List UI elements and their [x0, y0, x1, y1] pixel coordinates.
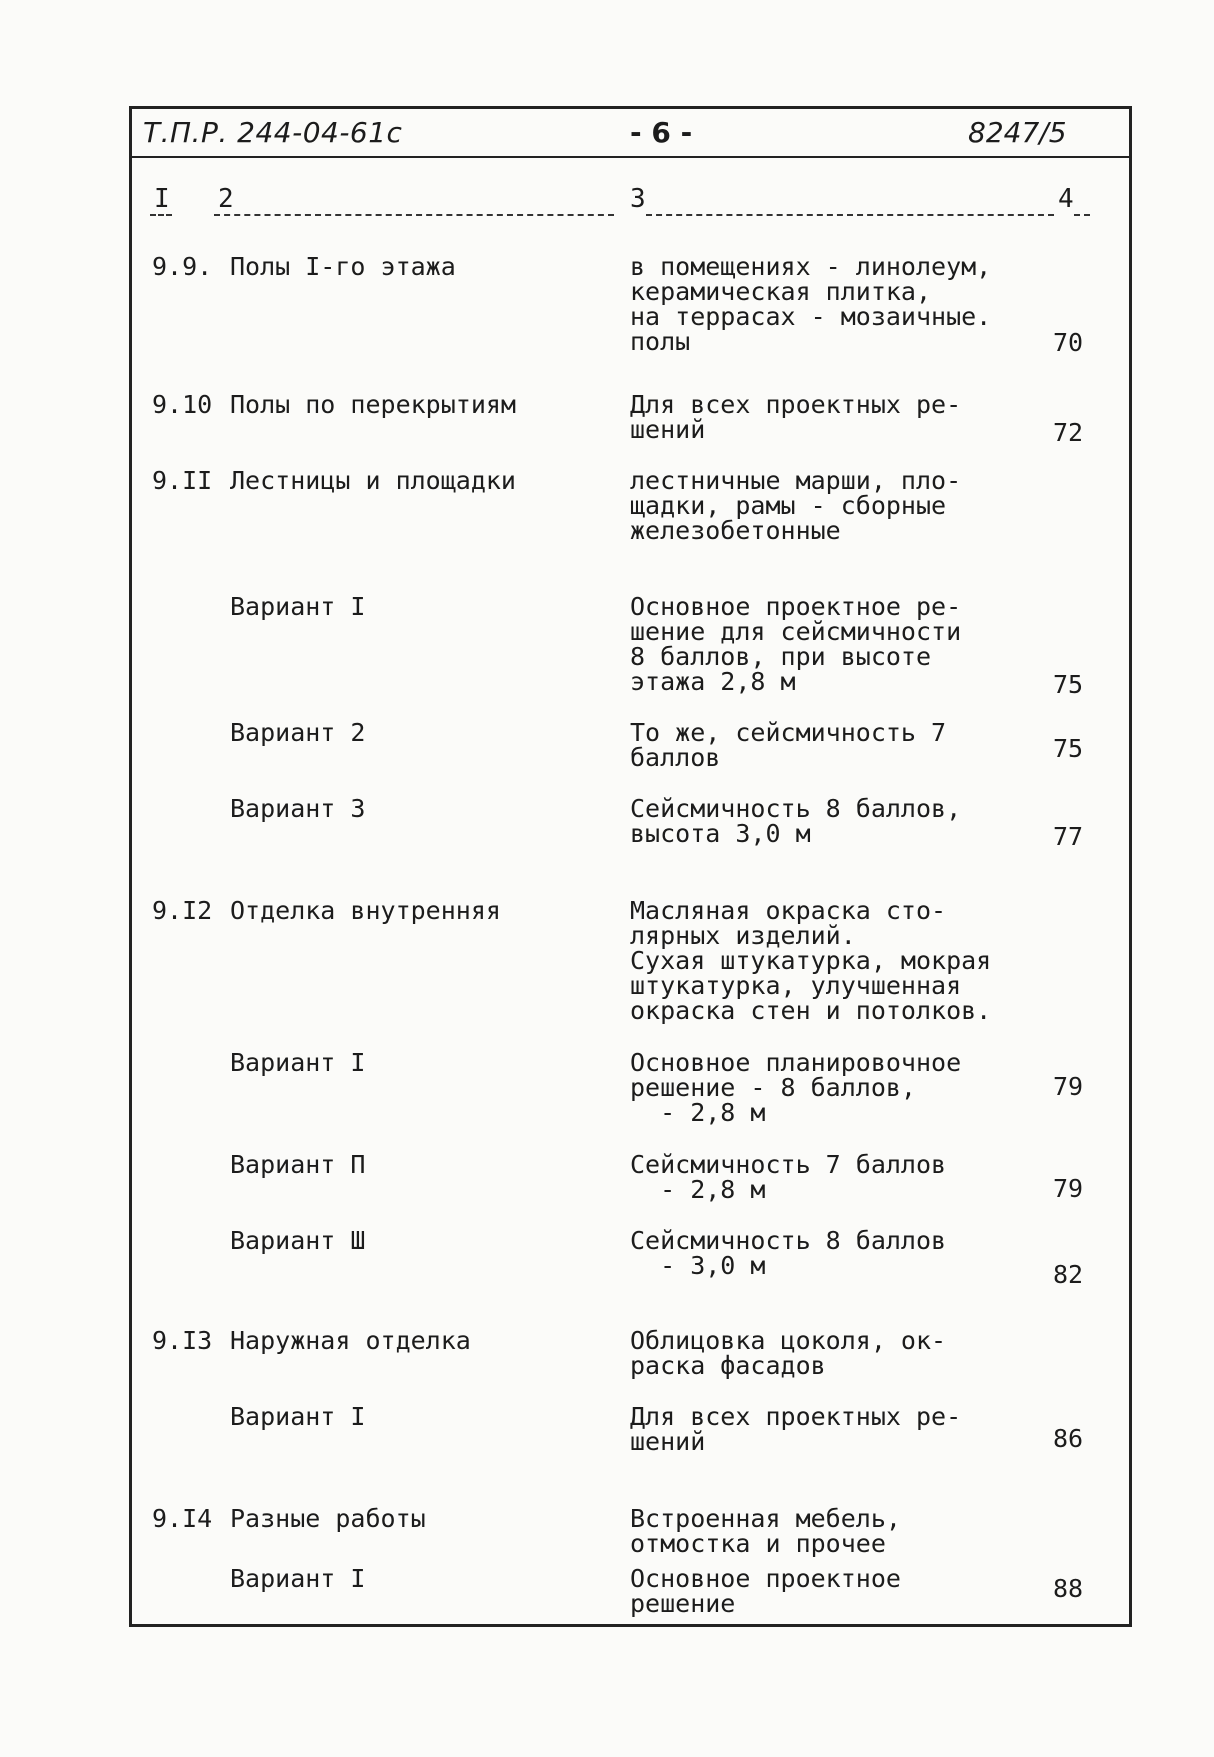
- sheet-reference: 8247/5: [968, 116, 1067, 149]
- row-title: Лестницы и площадки: [230, 466, 516, 495]
- row-number: 9.I3: [152, 1326, 213, 1355]
- document-code: Т.П.Р. 244-04-61с: [143, 116, 403, 149]
- row-page: 75: [1053, 670, 1084, 699]
- row-title: Отделка внутренняя: [230, 896, 501, 925]
- row-title: Вариант I: [230, 1048, 366, 1077]
- row-page: 86: [1053, 1424, 1084, 1453]
- row-number: 9.II: [152, 466, 213, 495]
- row-number: 9.I4: [152, 1504, 213, 1533]
- row-page: 79: [1053, 1072, 1084, 1101]
- row-page: 82: [1053, 1260, 1084, 1289]
- row-number: 9.10: [152, 390, 213, 419]
- page-number: - 6 -: [630, 116, 693, 149]
- row-page: 88: [1053, 1574, 1084, 1603]
- row-description: Для всех проектных ре- шений: [630, 390, 962, 444]
- column-dash: [646, 214, 1054, 216]
- row-title: Разные работы: [230, 1504, 426, 1533]
- row-page: 72: [1053, 418, 1084, 447]
- row-description: То же, сейсмичность 7 баллов: [630, 718, 947, 772]
- row-description: Сейсмичность 8 баллов - 3,0 м: [630, 1226, 947, 1280]
- row-number: 9.9.: [152, 252, 213, 281]
- row-description: Встроенная мебель, отмостка и прочее: [630, 1504, 901, 1558]
- row-title: Вариант I: [230, 592, 366, 621]
- row-description: Масляная окраска сто- лярных изделий. Сухая штукатурка, мокрая штукатурка, улучшенная окраска стен и потолков.: [630, 896, 992, 1025]
- row-page: 70: [1053, 328, 1084, 357]
- row-description: в помещениях - линолеум, керамическая плитка, на террасах - мозаичные. полы: [630, 252, 992, 356]
- column-dash: [214, 214, 614, 216]
- column-dash: [1074, 214, 1090, 216]
- row-title: Полы по перекрытиям: [230, 390, 516, 419]
- column-number-4: 4: [1058, 184, 1074, 214]
- header-divider: [129, 156, 1132, 158]
- row-title: Полы I-го этажа: [230, 252, 456, 281]
- column-numbers: [150, 184, 1100, 220]
- row-title: Вариант I: [230, 1564, 366, 1593]
- column-number-3: 3: [630, 184, 646, 214]
- row-page: 75: [1053, 734, 1084, 763]
- row-page: 77: [1053, 822, 1084, 851]
- row-title: Наружная отделка: [230, 1326, 471, 1355]
- row-description: Облицовка цоколя, ок- раска фасадов: [630, 1326, 947, 1380]
- row-description: Основное планировочное решение - 8 баллов, - 2,8 м: [630, 1048, 962, 1127]
- column-number-2: 2: [218, 184, 234, 214]
- row-description: Сейсмичность 7 баллов - 2,8 м: [630, 1150, 947, 1204]
- row-description: Основное проектное решение: [630, 1564, 901, 1618]
- row-description: Основное проектное ре- шение для сейсмичности 8 баллов, при высоте этажа 2,8 м: [630, 592, 962, 696]
- column-dash: [150, 214, 172, 216]
- row-number: 9.I2: [152, 896, 213, 925]
- row-description: Сейсмичность 8 баллов, высота 3,0 м: [630, 794, 962, 848]
- row-title: Вариант 2: [230, 718, 366, 747]
- row-title: Вариант 3: [230, 794, 366, 823]
- row-title: Вариант Ш: [230, 1226, 366, 1255]
- row-title: Вариант I: [230, 1402, 366, 1431]
- row-description: лестничные марши, пло- щадки, рамы - сборные железобетонные: [630, 466, 962, 545]
- row-title: Вариант П: [230, 1150, 366, 1179]
- column-number-1: I: [154, 184, 170, 214]
- row-page: 79: [1053, 1174, 1084, 1203]
- row-description: Для всех проектных ре- шений: [630, 1402, 962, 1456]
